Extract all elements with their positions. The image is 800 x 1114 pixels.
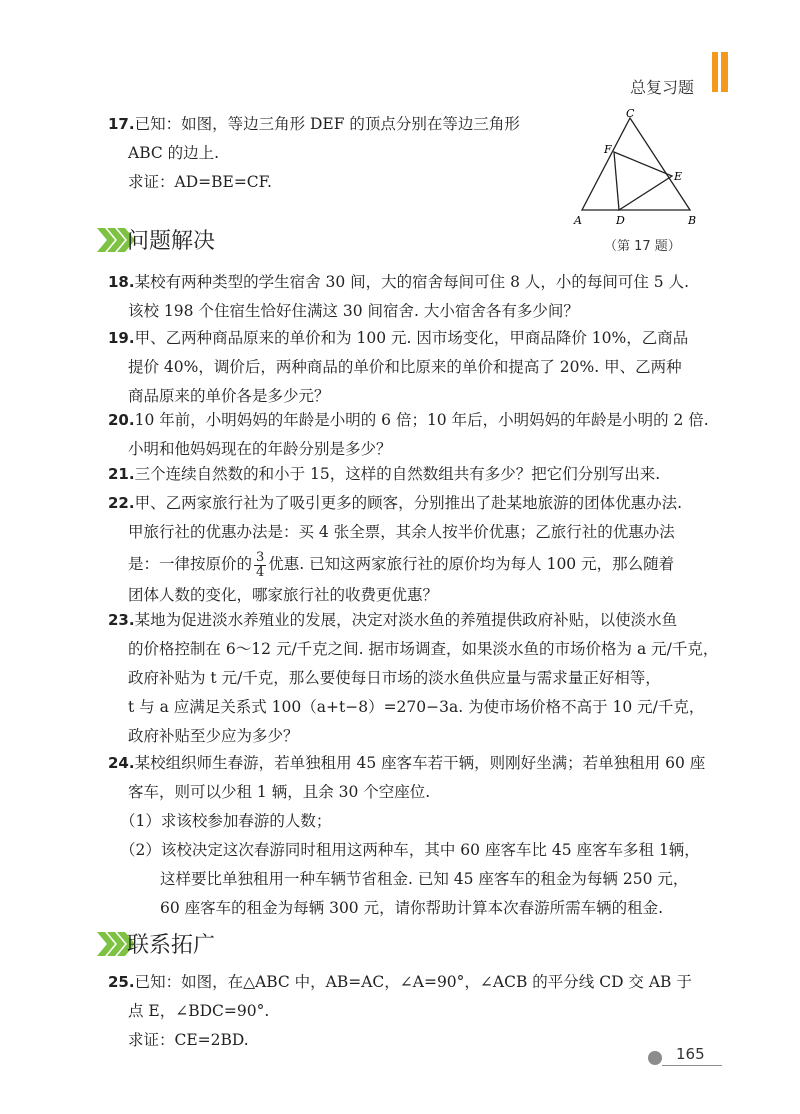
problem-17 xyxy=(108,110,568,197)
problem-text-line: 某校组织师生春游，若单独租用 45 座客车若干辆，则刚好坐满；若单独租用 60 座 xyxy=(134,754,706,772)
problem-text-line: 已知：如图，在△ABC 中，AB=AC，∠A=90°，∠ACB 的平分线 CD 交 AB 于 xyxy=(134,973,692,991)
figure-caption: （第 17 题） xyxy=(604,239,681,254)
problem-text-line: 求证：CE=2BD. xyxy=(128,1031,249,1049)
problem-text-line: 客车，则可以少租 1 辆，且余 30 个空座位. xyxy=(128,783,431,801)
section-title: 问题解决 xyxy=(127,229,216,254)
problem-number: 21. xyxy=(108,465,135,483)
page-footer xyxy=(648,1045,728,1068)
problem-text-line: 的价格控制在 6～12 元/千克之间. 据市场调查，如果淡水鱼的市场价格为 a 元/千克， xyxy=(128,640,719,658)
problem-text-line: ABC 的边上. xyxy=(128,144,220,162)
problem-text-line: 甲、乙两家旅行社为了吸引更多的顾客，分别推出了赴某地旅游的团体优惠办法. xyxy=(134,494,683,512)
problem-19 xyxy=(108,324,708,411)
problem-22 xyxy=(108,489,708,610)
problem-text-line: 甲旅行社的优惠办法是：买 4 张全票，其余人按半价优惠；乙旅行社的优惠办法 xyxy=(128,523,675,541)
problem-24 xyxy=(108,749,708,923)
header-accent-bar xyxy=(721,52,728,92)
sub-question-2: （2）该校决定这次春游同时租用这两种车，其中 60 座客车比 45 座客车多租 1辆， xyxy=(120,841,700,859)
problem-text-line: 点 E，∠BDC=90°. xyxy=(128,1002,270,1020)
triangle-def xyxy=(614,152,672,210)
footer-rule xyxy=(662,1065,722,1066)
sub-question-2-line: 这样要比单独租用一种车辆节省租金. 已知 45 座客车的租金为每辆 250 元， xyxy=(160,870,689,888)
problem-number: 24. xyxy=(108,754,135,772)
label-c: C xyxy=(626,108,635,120)
problem-text-line: 求证：AD=BE=CF. xyxy=(128,173,272,191)
label-b: B xyxy=(688,214,697,227)
problem-text-line: t 与 a 应满足关系式 100（a+t−8）=270−3a. 为使市场价格不高于 10 元/千克， xyxy=(128,698,705,716)
text-fragment: 是：一律按原价的 xyxy=(128,555,253,573)
problem-text-line: 提价 40%，调价后，两种商品的单价和比原来的单价和提高了 20%. 甲、乙两种 xyxy=(128,358,682,376)
footer-dot xyxy=(648,1051,662,1065)
problem-20 xyxy=(108,406,708,464)
fraction-numerator: 3 xyxy=(256,549,265,565)
label-f: F xyxy=(604,143,612,156)
label-e: E xyxy=(674,170,683,183)
problem-number: 20. xyxy=(108,411,135,429)
problem-text-line: 某地为促进淡水养殖业的发展，决定对淡水鱼的养殖提供政府补贴，以使淡水鱼 xyxy=(134,611,678,629)
problem-text-line: 政府补贴至少应为多少？ xyxy=(128,727,299,745)
problem-number: 22. xyxy=(108,494,135,512)
sub-question-2-line: 60 座客车的租金为每辆 300 元，请你帮助计算本次春游所需车辆的租金. xyxy=(160,899,664,917)
problem-text-line: 三个连续自然数的和小于 15，这样的自然数组共有多少？把它们分别写出来. xyxy=(134,465,661,483)
chapter-title: 总复习题 xyxy=(630,78,695,97)
fraction-three-quarters xyxy=(254,551,266,580)
fraction-denominator: 4 xyxy=(256,564,265,580)
problem-number: 25. xyxy=(108,973,135,991)
text-fragment: 优惠. 已知这两家旅行社的原价均为每人 100 元，那么随着 xyxy=(268,555,675,573)
problem-text-line: 政府补贴为 t 元/千克，那么要使每日市场的淡水鱼供应量与需求量正好相等， xyxy=(128,669,661,687)
section-title: 联系拓广 xyxy=(127,933,216,958)
sub-question-1: （1）求该校参加春游的人数； xyxy=(120,812,332,830)
problem-text-line: 10 年前，小明妈妈的年龄是小明的 6 倍；10 年后，小明妈妈的年龄是小明的 2 倍. xyxy=(134,411,709,429)
problem-text-line: 商品原来的单价各是多少元？ xyxy=(128,387,330,405)
problem-text-line xyxy=(108,547,708,581)
problem-text-line: 团体人数的变化，哪家旅行社的收费更优惠？ xyxy=(128,586,439,604)
header-accent-bar xyxy=(712,52,718,92)
page-number: 165 xyxy=(676,1045,705,1063)
triangle-figure xyxy=(572,108,702,248)
problem-25 xyxy=(108,968,708,1055)
problem-text-line: 甲、乙两种商品原来的单价和为 100 元. 因市场变化，甲商品降价 10%，乙商品 xyxy=(134,329,689,347)
triangle-abc xyxy=(582,118,690,210)
problem-number: 17. xyxy=(108,115,135,133)
problem-18 xyxy=(108,268,708,326)
problem-23 xyxy=(108,606,719,751)
problem-number: 19. xyxy=(108,329,135,347)
problem-text-line: 某校有两种类型的学生宿舍 30 间，大的宿舍每间可住 8 人，小的每间可住 5 人. xyxy=(134,273,690,291)
problem-number: 18. xyxy=(108,273,135,291)
label-a: A xyxy=(574,214,582,227)
problem-21 xyxy=(108,460,708,489)
problem-text-line: 该校 198 个住宿生恰好住满这 30 间宿舍. 大小宿舍各有多少间？ xyxy=(128,302,579,320)
problem-text-line: 小明和他妈妈现在的年龄分别是多少？ xyxy=(128,440,392,458)
problem-number: 23. xyxy=(108,611,135,629)
label-d: D xyxy=(616,214,625,227)
problem-text-line: 已知：如图，等边三角形 DEF 的顶点分别在等边三角形 xyxy=(134,115,520,133)
